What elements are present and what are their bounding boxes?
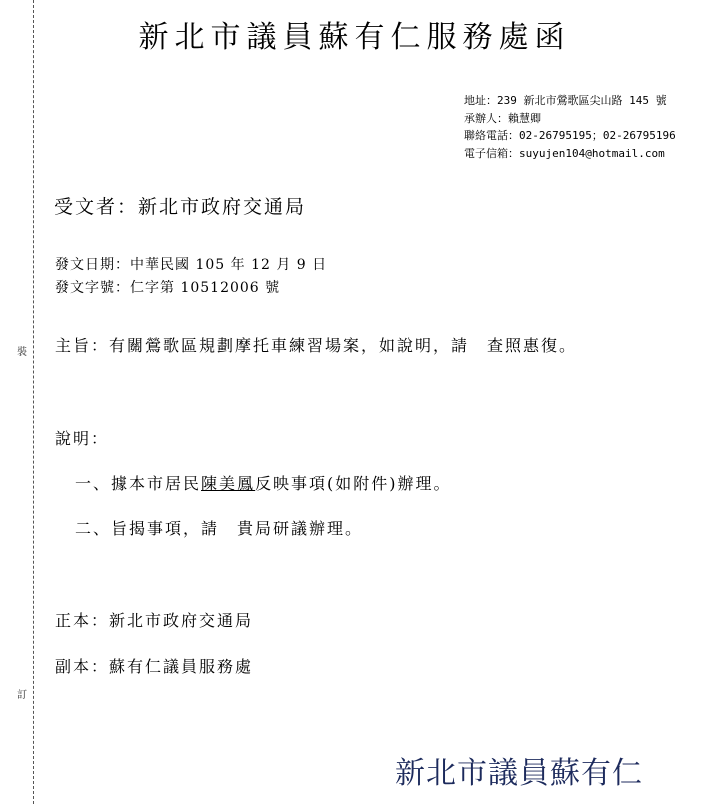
subject: 主旨：有關鶯歌區規劃摩托車練習場案，如說明，請 查照惠復。 bbox=[55, 336, 578, 355]
recipient: 受文者：新北市政府交通局 bbox=[54, 196, 307, 218]
item-1-prefix: 一、據本市居民 bbox=[75, 474, 202, 493]
item-1-suffix: 反映事項(如附件)辦理。 bbox=[255, 474, 452, 493]
issue-date: 發文日期：中華民國 105 年 12 月 9 日 bbox=[55, 257, 328, 273]
document-title: 新北市議員蘇有仁服務處函 bbox=[138, 20, 571, 55]
contact-block bbox=[464, 92, 676, 162]
contact-phone: 聯絡電話：02-26795195；02-26795196 bbox=[464, 129, 676, 142]
explanation-item-1 bbox=[75, 471, 452, 494]
contact-handler: 承辦人：賴慧卿 bbox=[464, 111, 541, 125]
document-number: 發文字號：仁字第 10512006 號 bbox=[55, 280, 281, 296]
binding-mark-top: 裝 bbox=[17, 347, 27, 358]
binding-line bbox=[33, 0, 34, 804]
contact-email: 電子信箱：suyujen104@hotmail.com bbox=[464, 146, 665, 160]
signature: 新北市議員蘇有仁 bbox=[395, 756, 643, 791]
duplicate-copy: 副本：蘇有仁議員服務處 bbox=[55, 657, 254, 676]
explanation-label: 說明： bbox=[55, 429, 110, 448]
resident-name: 陳美鳳 bbox=[201, 474, 256, 493]
explanation-item-2: 二、旨揭事項，請 貴局研議辦理。 bbox=[75, 519, 364, 538]
contact-address: 地址：239 新北市鶯歌區尖山路 145 號 bbox=[464, 94, 667, 107]
binding-mark-bottom: 訂 bbox=[17, 690, 27, 701]
original-copy: 正本：新北市政府交通局 bbox=[55, 611, 254, 630]
